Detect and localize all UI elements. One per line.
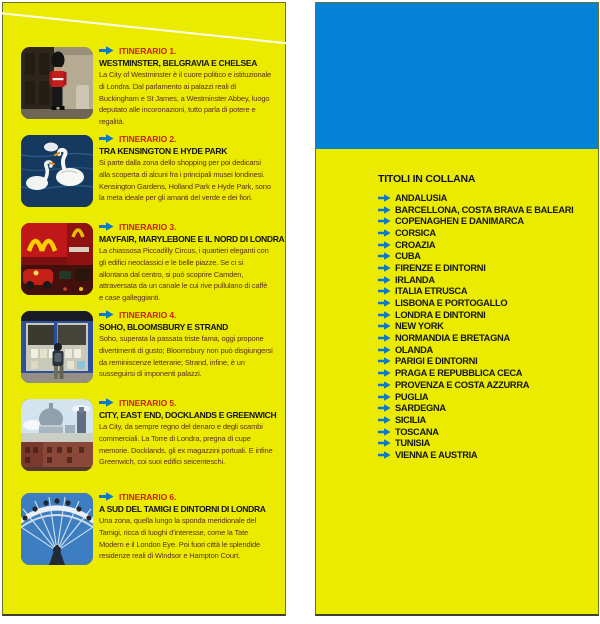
swans-photo [21, 135, 93, 207]
itinerary-2-description: Si parte dalla zona dello shopping per poi dedicarsi alla scoperta di alcuni fra i principali musei londinesi. Kensington Gardens, Holland Park e Hyde Park, sono la meta ideale per gli amanti del verde e dei fiori. [99, 158, 271, 203]
series-title-item: ANDALUSIA [378, 192, 588, 204]
list-arrow-icon [378, 299, 391, 307]
series-title-item: NEW YORK [378, 321, 588, 333]
list-arrow-icon [378, 322, 391, 330]
london-eye-photo [21, 493, 93, 565]
itinerary-1-description: La City of Westminster è il cuore politico e istituzionale di Londra. Dal parlamento ai palazzi reali di Buckingham e St James, a Westminster Abbey, luogo deputato alle incoronazioni, tutto parla di potere e regalità. [99, 70, 272, 127]
itinerary-6-block [21, 491, 273, 571]
series-titles-block [378, 173, 588, 461]
list-arrow-icon [378, 264, 391, 272]
series-title-item: SICILIA [378, 414, 588, 426]
list-arrow-icon [378, 404, 391, 412]
series-list-header: TITOLI IN COLLANA [378, 173, 476, 185]
list-arrow-icon [378, 334, 391, 342]
cover-blue-block [316, 3, 598, 149]
itinerary-4-label: ITINERARIO 4. [119, 309, 177, 320]
series-title-item: CROAZIA [378, 239, 588, 251]
series-title-item: OLANDA [378, 344, 588, 356]
series-title-item: PROVENZA E COSTA AZZURRA [378, 379, 588, 391]
series-title-item: LISBONA E PORTOGALLO [378, 297, 588, 309]
list-arrow-icon [378, 206, 391, 214]
series-title-item: PRAGA E REPUBBLICA CECA [378, 367, 588, 379]
itinerary-6-title: A SUD DEL TAMIGI E DINTORNI DI LONDRA [99, 504, 266, 514]
itinerary-3-description: La chiassosa Piccadilly Circus, i quartieri eleganti con gli edifici neoclassici e le belle piazze. Se ci si allontana dal centro, si può scoprire Camden, attraversata da un canale le cui rive pullulano di caffè e case galleggianti. [99, 246, 269, 303]
list-arrow-icon [378, 311, 391, 319]
itinerary-6-description: Una zona, quella lungo la sponda meridionale del Tamigi, ricca di luoghi d'interesse, come la Tate Modern e il London Eye. Poi fuori città le splendide residenze reali di Windsor e Hampton Court. [99, 516, 261, 561]
list-arrow-icon [378, 217, 391, 225]
itinerary-3-label: ITINERARIO 3. [119, 221, 177, 232]
itinerary-4-title: SOHO, BLOOMSBURY E STRAND [99, 322, 228, 332]
list-arrow-icon [378, 393, 391, 401]
list-arrow-icon [378, 276, 391, 284]
shop-front-photo [21, 311, 93, 383]
series-title-item: CORSICA [378, 227, 588, 239]
st-pauls-photo [21, 399, 93, 471]
itinerary-1-block [21, 45, 273, 125]
itinerary-3-block [21, 221, 285, 303]
series-title-item: BARCELLONA, COSTA BRAVA E BALEARI [378, 204, 588, 216]
itinerary-2-block [21, 133, 273, 213]
series-title-item: VIENNA E AUSTRIA [378, 449, 588, 461]
royal-guard-photo [21, 47, 93, 119]
itinerary-5-title: CITY, EAST END, DOCKLANDS E GREENWICH [99, 410, 277, 420]
list-arrow-icon [378, 428, 391, 436]
piccadilly-mcdonalds-photo [21, 223, 93, 295]
itinerary-5-description: La City, da sempre regno del denaro e degli scambi commerciali. La Torre di Londra, pregna di cupe memorie. Docklands, gli ex magazzini portuali. E infine Greenwich, coi suoi edifici seicenteschi. [99, 422, 273, 467]
itinerary-arrow-icon [99, 222, 114, 231]
itinerary-arrow-icon [99, 398, 114, 407]
left-flap-panel [2, 2, 286, 616]
series-title-item: SARDEGNA [378, 402, 588, 414]
list-arrow-icon [378, 194, 391, 202]
series-title-item: FIRENZE E DINTORNI [378, 262, 588, 274]
itinerary-1-title: WESTMINSTER, BELGRAVIA E CHELSEA [99, 58, 258, 68]
list-arrow-icon [378, 252, 391, 260]
itinerary-1-label: ITINERARIO 1. [119, 45, 177, 56]
series-title-item: ITALIA ETRUSCA [378, 286, 588, 298]
series-titles-list [378, 192, 588, 461]
itinerary-arrow-icon [99, 46, 114, 55]
list-arrow-icon [378, 287, 391, 295]
crease-line [0, 12, 297, 45]
right-flap-panel [315, 2, 599, 616]
itinerary-4-block [21, 309, 273, 389]
itinerary-4-description: Soho, superata la passata triste fama, oggi propone divertimenti di gusto; Bloomsbury non può disgiungersi da reminiscenze letterarie; Strand, infine, è un susseguirsi di imponenti palazzi. [99, 334, 273, 379]
itinerary-3-title: MAYFAIR, MARYLEBONE E IL NORD DI LONDRA [99, 234, 285, 244]
series-title-item: COPENAGHEN E DANIMARCA [378, 215, 588, 227]
itinerary-6-label: ITINERARIO 6. [119, 491, 177, 502]
list-arrow-icon [378, 439, 391, 447]
list-arrow-icon [378, 241, 391, 249]
series-title-item: PUGLIA [378, 391, 588, 403]
list-arrow-icon [378, 381, 391, 389]
series-title-item: LONDRA E DINTORNI [378, 309, 588, 321]
list-arrow-icon [378, 357, 391, 365]
series-title-item: IRLANDA [378, 274, 588, 286]
itinerary-arrow-icon [99, 134, 114, 143]
itinerary-5-block [21, 397, 277, 477]
series-title-item: TOSCANA [378, 426, 588, 438]
itinerary-2-title: TRA KENSINGTON E HYDE PARK [99, 146, 228, 156]
series-title-item: PARIGI E DINTORNI [378, 356, 588, 368]
list-arrow-icon [378, 369, 391, 377]
itinerary-2-label: ITINERARIO 2. [119, 133, 177, 144]
list-arrow-icon [378, 346, 391, 354]
list-arrow-icon [378, 229, 391, 237]
itinerary-5-label: ITINERARIO 5. [119, 397, 177, 408]
itinerary-arrow-icon [99, 492, 114, 501]
series-title-item: NORMANDIA E BRETAGNA [378, 332, 588, 344]
list-arrow-icon [378, 416, 391, 424]
itinerary-arrow-icon [99, 310, 114, 319]
series-title-item: TUNISIA [378, 437, 588, 449]
list-arrow-icon [378, 451, 391, 459]
series-title-item: CUBA [378, 250, 588, 262]
